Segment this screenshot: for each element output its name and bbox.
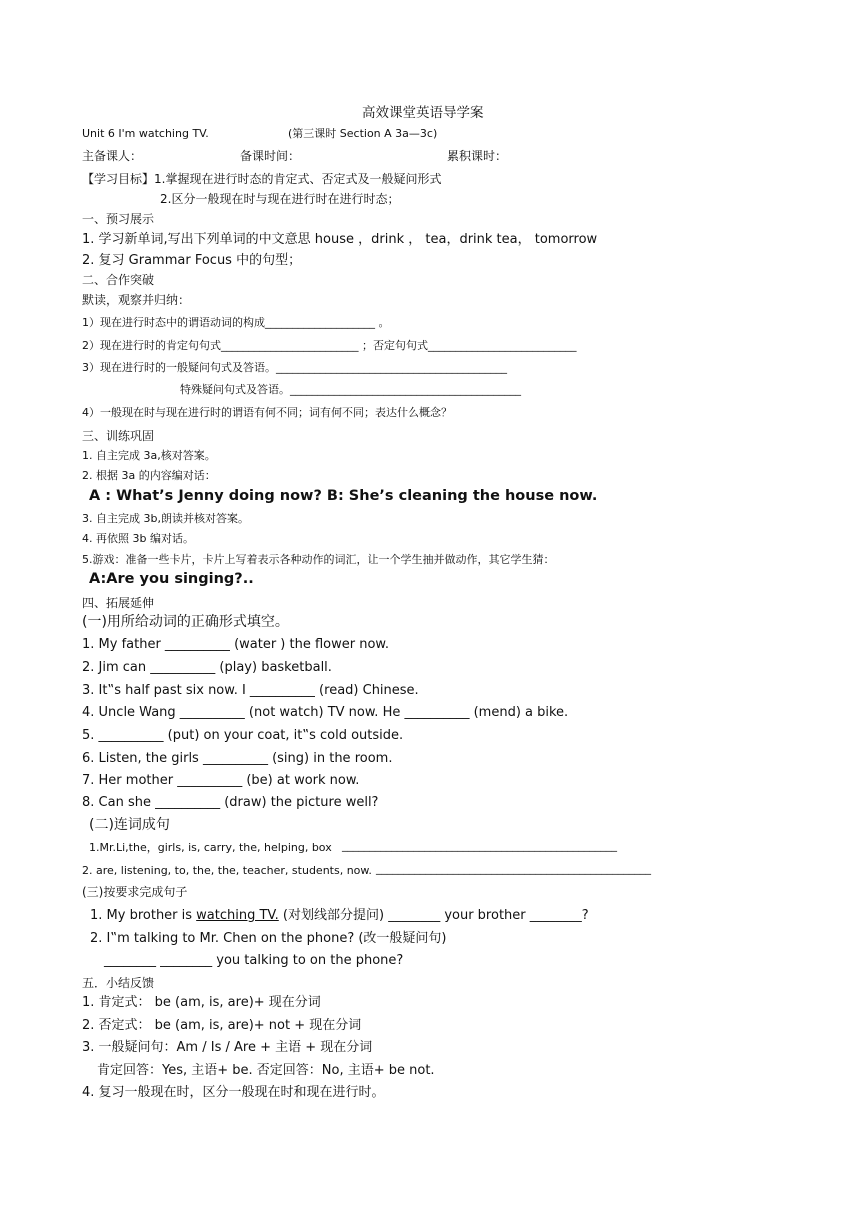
- fill-blank-item: 6. Listen, the girls __________ (sing) in the room.: [82, 751, 393, 766]
- prep-time-label: 备课时间：: [240, 149, 301, 163]
- underlined-phrase: watching TV.: [196, 908, 279, 923]
- summary-item-4: 4. 复习一般现在时，区分一般现在时和现在进行时。: [82, 1085, 385, 1100]
- reading-note: 默读，观察并归纳：: [82, 293, 191, 307]
- practice-item-4: 4. 再依照 3b 编对话。: [82, 532, 194, 545]
- dialogue-example-2: A:Are you singing?..: [89, 571, 254, 587]
- transform-item-1-start: 1. My brother is: [90, 908, 197, 923]
- preview-item-2: 2. 复习 Grammar Focus 中的句型；: [82, 253, 302, 268]
- question-3b: 特殊疑问句式及答语。__________________________________________: [180, 383, 521, 396]
- question-1: 1）现在进行时态中的谓语动词的构成____________________ 。: [82, 316, 390, 329]
- dialogue-example-1: A : What’s Jenny doing now? B: She’s cleaning the house now.: [89, 488, 598, 504]
- transform-item-2-answer: ________ ________ you talking to on the phone?: [104, 953, 404, 968]
- unit-title: Unit 6 I'm watching TV.: [82, 127, 209, 140]
- practice-item-5: 5.游戏：准备一些卡片，卡片上写着表示各种动作的词汇，让一个学生抽并做动作，其它学生猜：: [82, 553, 555, 566]
- fill-blank-item: 4. Uncle Wang __________ (not watch) TV now. He __________ (mend) a bike.: [82, 705, 569, 720]
- transform-item-1: [90, 909, 589, 922]
- reorder-blank-1: __________________________________________________: [342, 839, 617, 852]
- fill-blank-item: 7. Her mother __________ (be) at work now.: [82, 773, 360, 788]
- section-heading-cooperation: 二、合作突破: [82, 273, 155, 287]
- question-4: 4）一般现在时与现在进行时的谓语有何不同；词有何不同；表达什么概念？: [82, 406, 452, 419]
- reorder-blank-2: __________________________________________________: [376, 862, 651, 875]
- practice-item-3: 3. 自主完成 3b,朗读并核对答案。: [82, 512, 249, 525]
- preparer-label: 主备课人：: [82, 149, 143, 163]
- summary-item-2: 2. 否定式： be (am, is, are)+ not + 现在分词: [82, 1018, 362, 1033]
- exercise-1-title: (一)用所给动词的正确形式填空。: [82, 614, 289, 630]
- page-title: 高效课堂英语导学案: [362, 105, 484, 121]
- total-lessons-label: 累积课时：: [447, 149, 508, 163]
- fill-blank-item: 3. It‟s half past six now. I __________ (read) Chinese.: [82, 683, 419, 698]
- preview-item-1: 1. 学习新单词,写出下列单词的中文意思 house ，drink ， tea，drink tea， tomorrow: [82, 232, 598, 247]
- exercise-2-title: (二)连词成句: [89, 817, 170, 833]
- section-heading-practice: 三、训练巩固: [82, 429, 155, 443]
- question-2: 2）现在进行时的肯定句句式_________________________ ；否定句句式___________________________: [82, 339, 577, 352]
- section-heading-preview: 一、预习展示: [82, 212, 155, 226]
- learning-goal-2: 2.区分一般现在时与现在进行时在进行时态；: [160, 192, 400, 206]
- exercise-3-title: (三)按要求完成句子: [82, 885, 188, 899]
- section-heading-extension: 四、拓展延伸: [82, 596, 155, 610]
- reorder-item-1: 1.Mr.Li,the，girls, is, carry, the, helping, box: [89, 841, 332, 854]
- transform-item-2: 2. I‟m talking to Mr. Chen on the phone? (改一般疑问句): [90, 931, 447, 946]
- summary-item-1: 1. 肯定式： be (am, is, are)+ 现在分词: [82, 995, 321, 1010]
- period-label: (第三课时 Section A 3a—3c): [288, 127, 438, 140]
- reorder-item-2: 2. are, listening, to, the, the, teacher, students, now.: [82, 864, 372, 877]
- practice-item-2: 2. 根据 3a 的内容编对话：: [82, 469, 216, 482]
- summary-item-3-answers: 肯定回答：Yes, 主语+ be. 否定回答：No, 主语+ be not.: [97, 1063, 435, 1078]
- fill-blank-item: 8. Can she __________ (draw) the picture well?: [82, 795, 379, 810]
- transform-item-1-end: (对划线部分提问) ________ your brother ________?: [278, 908, 589, 923]
- learning-goal-1: 【学习目标】1.掌握现在进行时态的肯定式、否定式及一般疑问形式: [82, 172, 442, 186]
- fill-blank-item: 1. My father __________ (water ) the flower now.: [82, 637, 389, 652]
- section-heading-summary: 五．小结反馈: [82, 976, 155, 990]
- question-3: 3）现在进行时的一般疑问句式及答语。__________________________________________: [82, 361, 507, 374]
- fill-blank-item: 2. Jim can __________ (play) basketball.: [82, 660, 332, 675]
- practice-item-1: 1. 自主完成 3a,核对答案。: [82, 449, 216, 462]
- summary-item-3: 3. 一般疑问句：Am / Is / Are + 主语 + 现在分词: [82, 1040, 373, 1055]
- fill-blank-item: 5. __________ (put) on your coat, it‟s cold outside.: [82, 728, 404, 743]
